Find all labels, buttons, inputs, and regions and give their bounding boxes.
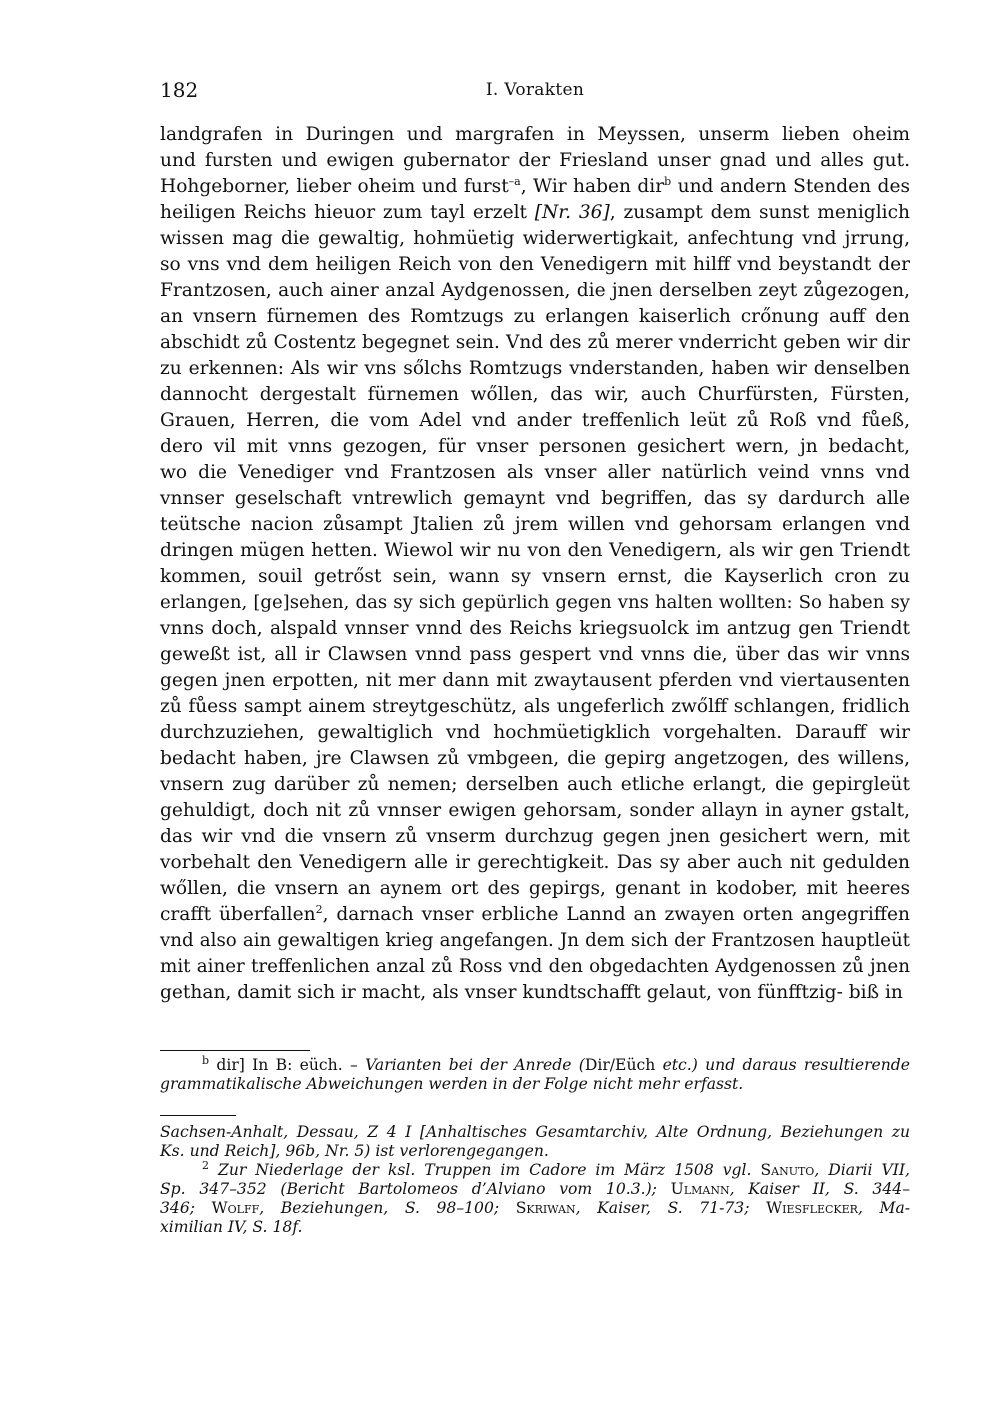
text-line: crafft überfallen$^2$, darnach vnser erbliche Lannd an zwayen orten angegriffen: [160, 902, 910, 925]
text-line: so vns vnd dem heiligen Reich von den Venedigern mit hilff vnd beystandt der: [160, 254, 910, 275]
footnote-marker: b: [202, 1053, 210, 1067]
text-line: dringen mügen hetten. Wiewol wir nu von den Venedigern, als wir gen Triendt: [160, 540, 910, 561]
footnote-marker-2: 2: [315, 902, 323, 916]
footnote-marker: 2: [202, 1158, 209, 1172]
variant-marker-a: –a: [508, 174, 521, 188]
footnote-line: Sachsen-Anhalt, Dessau, Z 4 I [Anhaltisches Gesamtarchiv, Alte Ordnung, Beziehungen zu: [160, 1123, 910, 1141]
document-reference: [Nr. 36]: [534, 202, 610, 223]
author-name: Wolff: [211, 1199, 260, 1217]
page-header: [160, 78, 910, 108]
text-line: vorbehalt den Venedigern alle ir gerechtigkeit. Das sy aber auch nit gedulden: [160, 852, 910, 873]
text-line: zu erkennen: Als wir vns sőlchs Romtzugs vnderstanden, haben wir denselben: [160, 358, 910, 379]
author-name: Wiesflecker: [766, 1199, 858, 1217]
text-line: landgrafen in Duringen und margrafen in Meyssen, unserm lieben oheim: [160, 124, 910, 145]
footnote-commentary: [160, 1123, 910, 1237]
footnote-rule: [160, 1050, 310, 1051]
text-line: erlangen, [ge]sehen, das sy sich gepürlich gegen vns halten wollten: So haben sy: [160, 592, 910, 613]
text-line: Grauen, Herren, die vom Adel vnd ander treffenlich leüt zů Roß vnd fůeß,: [160, 410, 910, 431]
text-line: kommen, souil getrőst sein, wann sy vnsern ernst, die Kayserlich cron zu: [160, 566, 910, 587]
text-line: gegen jnen erpotten, nit mer dann mit zwaytausent pferden vnd viertausenten: [160, 670, 910, 691]
text-line: bedacht haben, jre Clawsen zů vmbgeen, die gepirg angetzogen, des willens,: [160, 748, 910, 769]
text-line: Hohgeborner, lieber oheim und furst$^{-a}$, Wir haben dir$^b$ und andern Stenden des: [160, 174, 911, 197]
text-line: vnnser geselschaft vntrewlich gemaynt vnd begriffen, das sy dardurch alle: [160, 488, 910, 509]
text-line: geweßt ist, all ir Clawsen vnnd pass gespert vnd vnns die, über das wir vnns: [160, 644, 910, 665]
footnote-line: $^2$ Zur Niederlage der ksl. Truppen im Cadore im März 1508 vgl. Sanuto, Diarii VII,: [202, 1158, 910, 1179]
running-head: I. Vorakten: [485, 80, 585, 100]
text-line: gehuldigt, doch nit zů vnnser ewigen gehorsam, sonder allayn in ayner gstalt,: [160, 800, 910, 821]
text-line: vnsern zug darüber zů nemen; derselben auch etliche erlangt, die gepirgleüt: [160, 774, 910, 795]
text-line: mit ainer treffenlichen anzal zů Ross vnd den obgedachten Aydgenossen zů jnen: [160, 956, 910, 977]
text-line: dannocht dergestalt fürnemen wőllen, das wir, auch Churfürsten, Fürsten,: [160, 384, 910, 405]
text-line: an vnsern fürnemen des Romtzugs zu erlangen kaiserlich crőnung auff den: [160, 306, 910, 327]
footnote-rule-short: [160, 1115, 236, 1116]
text-line: heiligen Reichs hieuor zum tayl erzelt [Nr. 36], zusampt dem sunst meniglich: [160, 202, 910, 223]
page-number: 182: [160, 78, 199, 102]
text-line: abschidt zů Costentz begegnet sein. Vnd des zů merer vnderricht geben wir dir: [160, 332, 910, 353]
footnote-line: $^b$ dir] In B: eüch. – Varianten bei der Anrede (Dir/Eüch etc.) und daraus resultierende: [202, 1053, 911, 1074]
text-line: dero vil mit vnns gezogen, für vnser personen gesichert wern, jn bedacht,: [160, 436, 910, 457]
author-name: Sanuto: [760, 1161, 815, 1179]
text-line: und fursten und ewigen gubernator der Friesland unser gnad und alles gut.: [160, 150, 910, 171]
text-line: das wir vnd die vnsern zů vnserm durchzug gegen jnen gesichert wern, mit: [160, 826, 910, 847]
text-line: durchzuziehen, gewaltiglich vnd hochmüetigklich vorgehalten. Darauff wir: [160, 722, 910, 743]
text-line: Frantzosen, auch ainer anzal Aydgenossen, die jnen derselben zeyt zůgezogen,: [160, 280, 910, 301]
text-line: teütsche nacion zůsampt Jtalien zů jrem willen vnd gehorsam erlangen vnd: [160, 514, 910, 535]
footnote-line: Ks. und Reich], 96b, Nr. 5) ist verlorengegangen.: [160, 1142, 549, 1160]
footnote-apparatus: [160, 1053, 911, 1094]
text-line: gethan, damit sich ir macht, als vnser kundtschafft gelaut, von fünfftzig- biß in: [160, 982, 903, 1003]
footnote-marker-b: b: [664, 174, 672, 188]
footnote-line: ximilian IV, S. 18f.: [160, 1218, 303, 1236]
footnote-line: grammatikalische Abweichungen werden in der Folge nicht mehr erfasst.: [160, 1075, 744, 1093]
text-line: wo die Venediger vnd Frantzosen als vnser aller natürlich veind vnns vnd: [160, 462, 910, 483]
text-line: wissen mag die gewaltig, hohmüetig widerwertigkait, anfechtung vnd jrrung,: [160, 228, 910, 249]
text-line: wőllen, die vnsern an aynem ort des gepirgs, genant in kodober, mit heeres: [160, 878, 910, 899]
author-name: Ulmann: [670, 1180, 730, 1198]
text-line: vnd also ain gewaltigen krieg angefangen. Jn dem sich der Frantzosen hauptleüt: [160, 930, 910, 951]
page: [160, 78, 910, 1006]
text-line: vnns doch, alspald vnnser vnnd des Reichs kriegsuolck im antzug gen Triendt: [160, 618, 910, 639]
body-text: [160, 122, 910, 1006]
footnote-line: 346; Wolff, Beziehungen, S. 98–100; Skriwan, Kaiser, S. 71-73; Wiesflecker, Ma-: [160, 1199, 911, 1217]
footnote-line: Sp. 347–352 (Bericht Bartolomeos d’Alviano vom 10.3.); Ulmann, Kaiser II, S. 344–: [160, 1180, 910, 1198]
text-line: zů fůess sampt ainem streytgeschütz, als ungeferlich zwőlff schlangen, fridlich: [160, 696, 910, 717]
author-name: Skriwan: [515, 1199, 576, 1217]
